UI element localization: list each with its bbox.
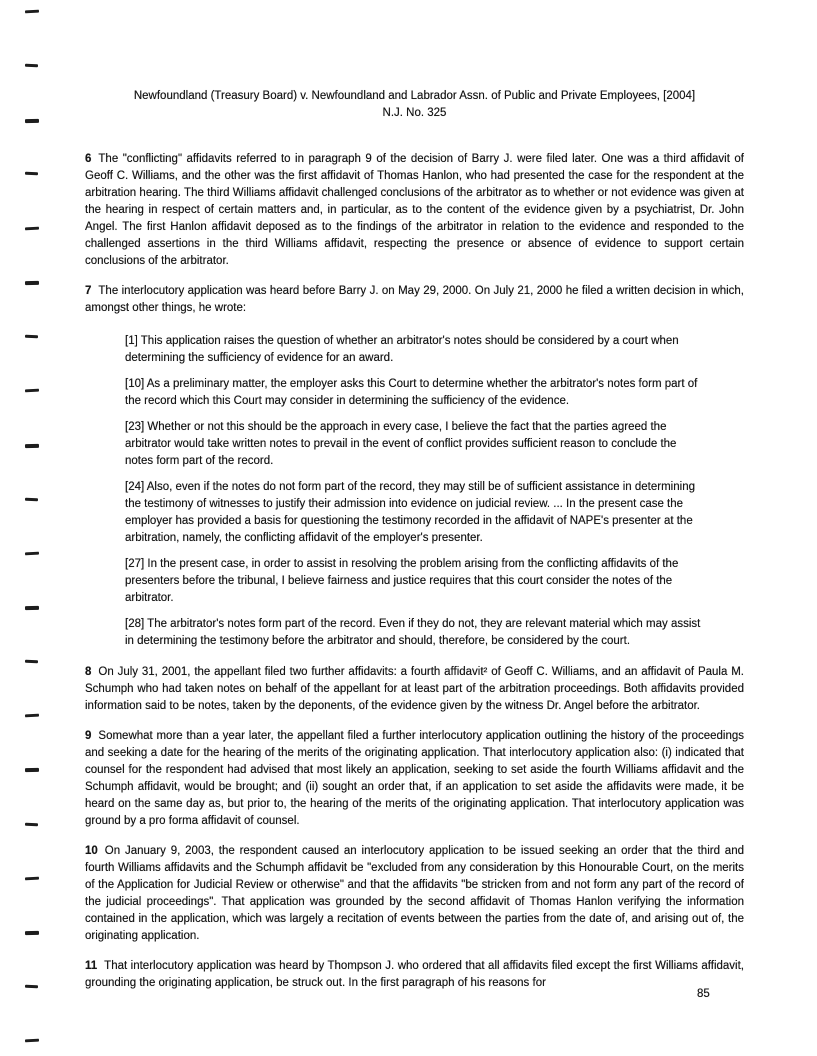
- case-title: Newfoundland (Treasury Board) v. Newfoundland and Labrador Assn. of Public and Private Employees, [2004]: [133, 90, 696, 102]
- paragraph-text: On July 31, 2001, the appellant filed two further affidavits: a fourth affidavit² of Geoff C. Williams, and an affidavit of Paula M. Schumph who had taken notes on behalf of the appellant for at least part of the arbitration proceedings. Both affidavits provided information said to be notes, taken by the deponents, of the evidence given by the witness Dr. Angel before the arbitrator.: [85, 666, 744, 712]
- paragraph-11: [85, 958, 744, 992]
- paragraph-number: 7: [85, 285, 92, 297]
- quote-block-1: [1] This application raises the question of whether an arbitrator's notes should be considered by a court when determining the sufficiency of evidence for an award.: [125, 335, 679, 364]
- binding-artifact-mark: [25, 10, 39, 14]
- binding-artifact-mark: [25, 335, 38, 338]
- paragraph-7: [85, 283, 744, 317]
- paragraph-9: [85, 728, 744, 830]
- binding-artifact-mark: [25, 444, 39, 448]
- binding-artifact-mark: [25, 877, 39, 881]
- binding-artifact-mark: [25, 1039, 39, 1043]
- binding-artifact-mark: [25, 985, 38, 988]
- quote-block-23: [23] Whether or not this should be the approach in every case, I believe the fact that the parties agreed the arbitrator would take written notes to prevail in the event of conflict provides sufficient reason to conclude the notes form part of the record.: [125, 421, 677, 467]
- case-citation: [85, 88, 744, 122]
- binding-artifact-mark: [25, 498, 38, 501]
- binding-artifact-mark: [25, 281, 39, 285]
- paragraph-text: On January 9, 2003, the respondent caused an interlocutory application to be issued seeking an order that the third and fourth Williams affidavits and the Schumph affidavit be "excluded from any consideration by this Honourable Court, on the merits of the Application for Judicial Review or otherwise" and that the affidavits "be stricken from and not form any part of the record of the judicial proceedings". That application was grounded by the second affidavit of Thomas Hanlon verifying the information contained in the application, which was largely a recitation of events between the parties from the date of, and arising out of, the originating application.: [85, 845, 744, 942]
- quote-block-24: [24] Also, even if the notes do not form part of the record, they may still be of sufficient assistance in determining the testimony of witnesses to justify their admission into evidence on judicial review. ... In the present case the employer has provided a basis for questioning the testimony recorded in the affidavit of NAPE's presenter at the arbitration, namely, the conflicting affidavit of the employer's presenter.: [125, 481, 695, 544]
- paragraph-6: [85, 151, 744, 270]
- quote-block-28: [28] The arbitrator's notes form part of the record. Even if they do not, they are relevant material which may assist in determining the testimony before the arbitrator and should, therefore, be considered by the court.: [125, 618, 701, 647]
- binding-artifact-mark: [25, 768, 39, 772]
- binding-artifact-mark: [25, 823, 38, 826]
- binding-artifact-mark: [25, 714, 39, 718]
- paragraph-number: 9: [85, 730, 92, 742]
- paragraph-number: 11: [85, 960, 98, 972]
- quote-block-10: [10] As a preliminary matter, the employer asks this Court to determine whether the arbitrator's notes form part of the record which this Court may consider in determining the sufficiency of the evidence.: [125, 378, 698, 407]
- page-number: 85: [697, 988, 710, 1000]
- case-report-number: N.J. No. 325: [382, 107, 447, 119]
- paragraph-text: The interlocutory application was heard before Barry J. on May 29, 2000. On July 21, 2000 he filed a written decision in which, amongst other things, he wrote:: [85, 285, 744, 314]
- binding-artifact-mark: [25, 227, 39, 231]
- paragraph-text: That interlocutory application was heard by Thompson J. who ordered that all affidavits filed except the first Williams affidavit, grounding the originating application, be struck out. In the first paragraph of his reasons for: [85, 960, 744, 989]
- document-content: [85, 88, 744, 1005]
- binding-artifact-mark: [25, 606, 39, 610]
- paragraph-number: 8: [85, 666, 92, 678]
- binding-artifact-mark: [25, 389, 39, 393]
- binding-artifact-mark: [25, 660, 38, 663]
- paragraph-8: [85, 664, 744, 715]
- paragraph-text: Somewhat more than a year later, the appellant filed a further interlocutory application outlining the history of the proceedings and seeking a date for the hearing of the merits of the originating application. That interlocutory application also: (i) indicated that counsel for the respondent had advised that most likely an application, seeking to set aside the fourth Williams affidavit and the Schumph affidavit, would be brought; and (ii) sought an order that, if an application to set aside the affidavits were made, it be heard on the same day as, but prior to, the hearing of the merits of the originating application. That interlocutory application was ground by a pro forma affidavit of counsel.: [85, 730, 744, 827]
- binding-artifact-mark: [25, 64, 38, 67]
- paragraph-text: The "conflicting" affidavits referred to in paragraph 9 of the decision of Barry J. were filed later. One was a third affidavit of Geoff C. Williams, and the other was the first affidavit of Thomas Hanlon, who had presented the case for the respondent at the arbitration hearing. The third Williams affidavit challenged conclusions of the arbitrator as to whether or not evidence was given at the hearing in respect of certain matters and, in particular, as to the content of the evidence given by a psychiatrist, Dr. John Angel. The first Hanlon affidavit deposed as to the findings of the arbitrator in relation to the evidence and responded to the challenged assertions in the third Williams affidavit, respecting the presence or absence of evidence to support certain conclusions of the arbitrator.: [85, 153, 744, 267]
- binding-artifact-mark: [25, 931, 39, 935]
- binding-artifact-mark: [25, 119, 39, 123]
- paragraph-10: [85, 843, 744, 945]
- paragraph-number: 6: [85, 153, 92, 165]
- paragraph-number: 10: [85, 845, 98, 857]
- binding-artifact-mark: [25, 172, 38, 175]
- quote-block-27: [27] In the present case, in order to assist in resolving the problem arising from the conflicting affidavits of the presenters before the tribunal, I believe fairness and justice requires that this court consider the notes of the arbitrator.: [125, 558, 679, 604]
- binding-artifact-mark: [25, 552, 39, 556]
